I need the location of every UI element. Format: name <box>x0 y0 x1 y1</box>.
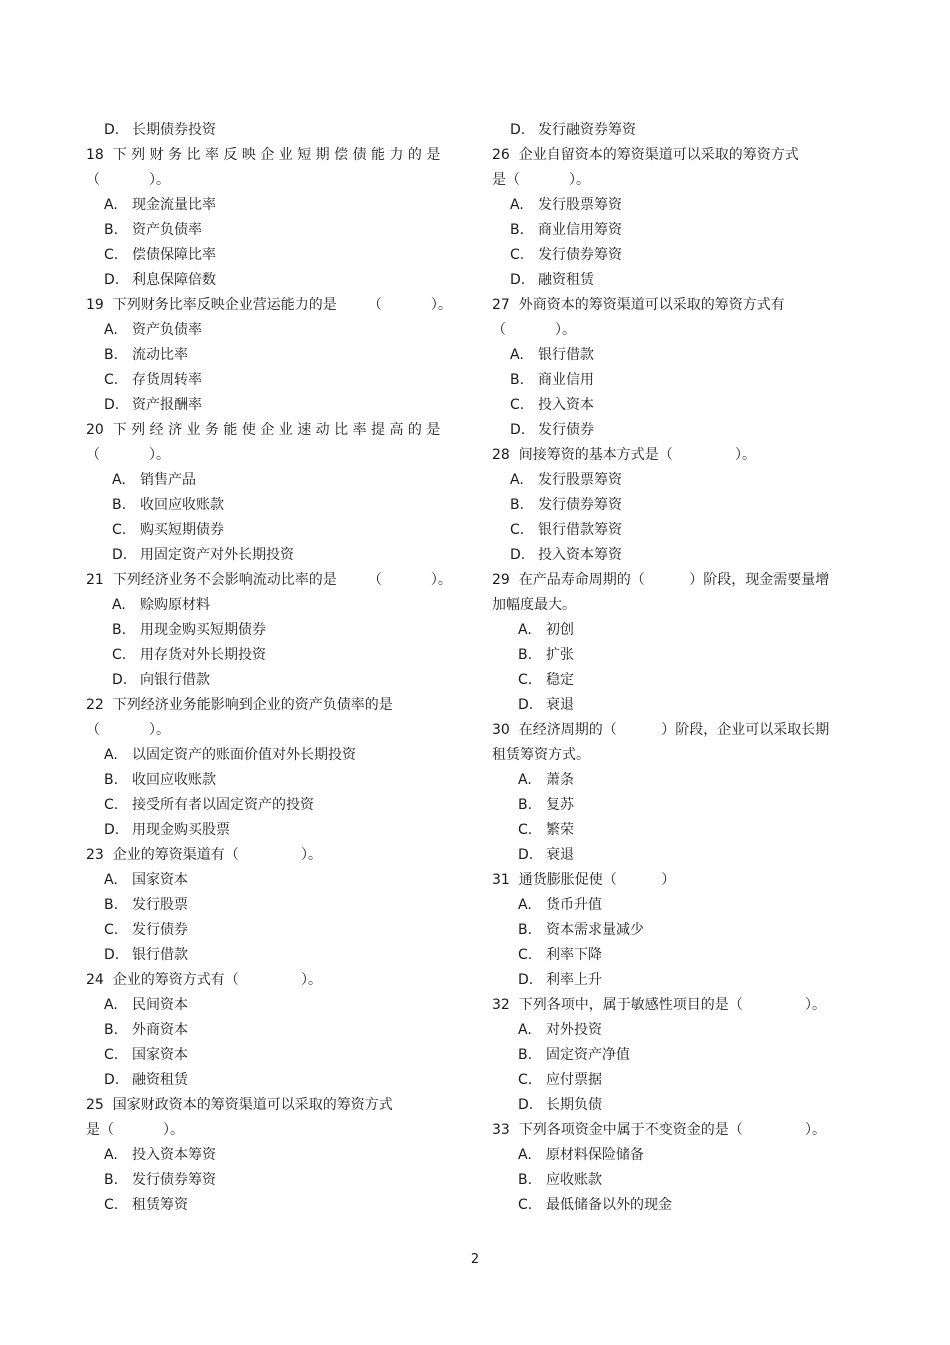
answer-option <box>492 893 864 918</box>
option-letter: D. <box>510 547 526 563</box>
question-text: 29 在产品寿命周期的（ ）阶段，现金需要量增 <box>492 572 830 588</box>
answer-option <box>86 1193 458 1218</box>
option-text: 衰退 <box>546 697 574 713</box>
answer-option <box>492 268 864 293</box>
answer-option <box>492 343 864 368</box>
option-text: 收回应收账款 <box>140 497 224 513</box>
option-text: 衰退 <box>546 847 574 863</box>
option-letter: B. <box>518 1047 533 1063</box>
answer-option <box>492 118 864 143</box>
answer-option <box>86 243 458 268</box>
answer-option <box>86 268 458 293</box>
answer-option <box>492 943 864 968</box>
option-text: 接受所有者以固定资产的投资 <box>132 797 314 813</box>
answer-option <box>86 493 458 518</box>
question-block <box>86 568 458 693</box>
option-letter: B. <box>104 1022 119 1038</box>
question-block <box>492 718 864 868</box>
option-text: 利息保障倍数 <box>132 272 216 288</box>
option-text: 用现金购买短期债券 <box>140 622 266 638</box>
option-letter: A. <box>518 622 532 638</box>
option-text: 发行债券筹资 <box>132 1172 216 1188</box>
option-letter: A. <box>104 1147 118 1163</box>
answer-option <box>492 693 864 718</box>
option-text: 银行借款 <box>538 347 594 363</box>
question-block <box>492 118 864 143</box>
option-list <box>492 118 864 143</box>
answer-option <box>86 1018 458 1043</box>
option-letter: B. <box>518 797 533 813</box>
question-text: 23 企业的筹资渠道有（ ）。 <box>86 847 323 863</box>
question-text: 21 下列经济业务不会影响流动比率的是 （ ）。 <box>86 572 452 588</box>
answer-option <box>86 818 458 843</box>
option-text: 对外投资 <box>546 1022 602 1038</box>
option-letter: A. <box>112 597 126 613</box>
question-text: 25 国家财政资本的筹资渠道可以采取的筹资方式 <box>86 1097 393 1113</box>
option-list <box>492 1018 864 1118</box>
option-letter: C. <box>104 797 119 813</box>
option-letter: C. <box>510 522 525 538</box>
question-block <box>86 843 458 968</box>
option-letter: D. <box>518 1097 534 1113</box>
option-list <box>492 193 864 293</box>
answer-option <box>492 468 864 493</box>
answer-option <box>492 618 864 643</box>
option-text: 偿债保障比率 <box>132 247 216 263</box>
question-text: 20 下 列 经 济 业 务 能 使 企 业 速 动 比 率 提 高 的 是 <box>86 422 441 438</box>
option-text: 收回应收账款 <box>132 772 216 788</box>
question-text: 30 在经济周期的（ ）阶段，企业可以采取长期 <box>492 722 830 738</box>
option-text: 流动比率 <box>132 347 188 363</box>
option-text: 资产负债率 <box>132 322 202 338</box>
option-text: 以固定资产的账面价值对外长期投资 <box>132 747 356 763</box>
option-text: 应付票据 <box>546 1072 602 1088</box>
option-text: 销售产品 <box>140 472 196 488</box>
option-text: 固定资产净值 <box>546 1047 630 1063</box>
answer-option <box>86 993 458 1018</box>
question-text: 28 间接筹资的基本方式是（ ）。 <box>492 447 757 463</box>
option-letter: A. <box>510 472 524 488</box>
answer-option <box>86 1168 458 1193</box>
answer-option <box>86 193 458 218</box>
option-letter: C. <box>518 1197 533 1213</box>
option-list <box>492 1143 864 1218</box>
option-text: 向银行借款 <box>140 672 210 688</box>
option-letter: B. <box>518 1172 533 1188</box>
answer-option <box>492 793 864 818</box>
option-letter: B. <box>104 347 119 363</box>
answer-option <box>492 543 864 568</box>
option-text: 商业信用筹资 <box>538 222 622 238</box>
option-text: 发行债券 <box>132 922 188 938</box>
option-text: 购买短期债券 <box>140 522 224 538</box>
page-number: 2 <box>470 1252 480 1267</box>
option-text: 原材料保险储备 <box>546 1147 644 1163</box>
question-block <box>86 1093 458 1218</box>
option-letter: D. <box>104 822 120 838</box>
option-text: 最低储备以外的现金 <box>546 1197 672 1213</box>
option-text: 发行债券 <box>538 422 594 438</box>
option-letter: D. <box>112 672 128 688</box>
option-letter: D. <box>510 272 526 288</box>
answer-option <box>86 768 458 793</box>
answer-option <box>492 918 864 943</box>
option-letter: A. <box>518 1147 532 1163</box>
option-letter: C. <box>104 922 119 938</box>
question-text: 24 企业的筹资方式有（ ）。 <box>86 972 323 988</box>
option-letter: B. <box>112 497 127 513</box>
option-list <box>86 1143 458 1218</box>
option-letter: A. <box>510 347 524 363</box>
option-text: 扩张 <box>546 647 574 663</box>
option-letter: A. <box>518 897 532 913</box>
option-text: 萧条 <box>546 772 574 788</box>
option-text: 发行债券筹资 <box>538 497 622 513</box>
question-block <box>492 868 864 993</box>
right-column <box>492 118 864 1218</box>
option-text: 赊购原材料 <box>140 597 210 613</box>
option-letter: C. <box>518 947 533 963</box>
option-text: 银行借款筹资 <box>538 522 622 538</box>
question-block <box>86 118 458 143</box>
option-text: 现金流量比率 <box>132 197 216 213</box>
answer-option <box>492 193 864 218</box>
answer-option <box>86 543 458 568</box>
option-letter: B. <box>518 647 533 663</box>
option-list <box>86 593 458 693</box>
option-letter: B. <box>510 372 525 388</box>
option-text: 货币升值 <box>546 897 602 913</box>
option-list <box>86 318 458 418</box>
option-text: 投入资本筹资 <box>132 1147 216 1163</box>
answer-option <box>86 218 458 243</box>
question-block <box>492 443 864 568</box>
option-text: 资产负债率 <box>132 222 202 238</box>
option-letter: C. <box>112 647 127 663</box>
option-text: 商业信用 <box>538 372 594 388</box>
option-text: 用现金购买股票 <box>132 822 230 838</box>
question-text: 加幅度最大。 <box>492 597 576 613</box>
answer-option <box>492 518 864 543</box>
answer-option <box>86 118 458 143</box>
option-text: 长期债券投资 <box>132 122 216 138</box>
answer-option <box>86 918 458 943</box>
option-letter: B. <box>112 622 127 638</box>
question-block <box>492 143 864 293</box>
question-text: 22 下列经济业务能影响到企业的资产负债率的是 <box>86 697 393 713</box>
answer-option <box>492 418 864 443</box>
option-text: 融资租赁 <box>538 272 594 288</box>
option-text: 国家资本 <box>132 1047 188 1063</box>
question-block <box>492 568 864 718</box>
option-letter: B. <box>510 497 525 513</box>
answer-option <box>86 868 458 893</box>
option-text: 初创 <box>546 622 574 638</box>
option-list <box>86 743 458 843</box>
option-text: 发行融资券筹资 <box>538 122 636 138</box>
option-letter: D. <box>104 122 120 138</box>
answer-option <box>86 668 458 693</box>
option-text: 用存货对外长期投资 <box>140 647 266 663</box>
answer-option <box>86 593 458 618</box>
option-letter: A. <box>112 472 126 488</box>
question-text: 33 下列各项资金中属于不变资金的是（ ）。 <box>492 1122 827 1138</box>
option-letter: D. <box>510 122 526 138</box>
option-letter: B. <box>104 772 119 788</box>
answer-option <box>86 643 458 668</box>
question-text: 18 下 列 财 务 比 率 反 映 企 业 短 期 偿 债 能 力 的 是 <box>86 147 441 163</box>
option-text: 复苏 <box>546 797 574 813</box>
option-text: 利率上升 <box>546 972 602 988</box>
option-text: 稳定 <box>546 672 574 688</box>
answer-option <box>492 393 864 418</box>
option-text: 国家资本 <box>132 872 188 888</box>
option-text: 外商资本 <box>132 1022 188 1038</box>
option-list <box>86 993 458 1093</box>
answer-option <box>86 1143 458 1168</box>
option-letter: C. <box>518 672 533 688</box>
option-text: 发行股票筹资 <box>538 197 622 213</box>
answer-option <box>492 843 864 868</box>
question-block <box>86 693 458 843</box>
answer-option <box>492 1093 864 1118</box>
answer-option <box>492 1193 864 1218</box>
question-text: 是（ ）。 <box>492 172 590 188</box>
option-letter: A. <box>104 872 118 888</box>
option-list <box>86 193 458 293</box>
option-letter: A. <box>518 1022 532 1038</box>
option-list <box>492 343 864 443</box>
question-text: 27 外商资本的筹资渠道可以采取的筹资方式有 <box>492 297 785 313</box>
option-letter: B. <box>104 897 119 913</box>
answer-option <box>492 1168 864 1193</box>
question-block <box>86 143 458 293</box>
answer-option <box>492 1018 864 1043</box>
option-list <box>86 118 458 143</box>
option-letter: D. <box>518 972 534 988</box>
question-text: （ ）。 <box>86 722 170 738</box>
answer-option <box>86 1068 458 1093</box>
option-list <box>492 468 864 568</box>
answer-option <box>492 968 864 993</box>
option-letter: D. <box>104 397 120 413</box>
question-text: （ ）。 <box>86 172 170 188</box>
option-letter: D. <box>112 547 128 563</box>
option-text: 投入资本筹资 <box>538 547 622 563</box>
option-letter: C. <box>104 1047 119 1063</box>
answer-option <box>86 893 458 918</box>
option-letter: C. <box>518 1072 533 1088</box>
question-text: 租赁筹资方式。 <box>492 747 590 763</box>
answer-option <box>492 668 864 693</box>
answer-option <box>86 318 458 343</box>
left-column <box>86 118 458 1218</box>
option-text: 存货周转率 <box>132 372 202 388</box>
question-text: 32 下列各项中，属于敏感性项目的是（ ）。 <box>492 997 827 1013</box>
option-letter: C. <box>112 522 127 538</box>
option-letter: A. <box>104 997 118 1013</box>
answer-option <box>492 368 864 393</box>
option-text: 长期负债 <box>546 1097 602 1113</box>
option-text: 繁荣 <box>546 822 574 838</box>
answer-option <box>86 518 458 543</box>
option-letter: A. <box>104 747 118 763</box>
option-text: 融资租赁 <box>132 1072 188 1088</box>
answer-option <box>492 218 864 243</box>
option-text: 投入资本 <box>538 397 594 413</box>
question-text: 19 下列财务比率反映企业营运能力的是 （ ）。 <box>86 297 452 313</box>
option-letter: B. <box>104 222 119 238</box>
answer-option <box>492 1068 864 1093</box>
question-block <box>86 968 458 1093</box>
question-text: （ ）。 <box>86 447 170 463</box>
answer-option <box>86 793 458 818</box>
option-letter: B. <box>104 1172 119 1188</box>
option-letter: A. <box>518 772 532 788</box>
answer-option <box>492 493 864 518</box>
option-list <box>86 868 458 968</box>
question-text: 26 企业自留资本的筹资渠道可以采取的筹资方式 <box>492 147 799 163</box>
option-letter: D. <box>104 947 120 963</box>
option-letter: D. <box>104 1072 120 1088</box>
option-letter: B. <box>510 222 525 238</box>
question-text: （ ）。 <box>492 322 576 338</box>
answer-option <box>492 1143 864 1168</box>
answer-option <box>86 468 458 493</box>
option-letter: C. <box>104 247 119 263</box>
option-text: 租赁筹资 <box>132 1197 188 1213</box>
question-text: 31 通货膨胀促使（ ） <box>492 872 676 888</box>
option-letter: C. <box>510 247 525 263</box>
option-text: 发行股票 <box>132 897 188 913</box>
option-letter: C. <box>510 397 525 413</box>
option-text: 发行股票筹资 <box>538 472 622 488</box>
option-text: 发行债券筹资 <box>538 247 622 263</box>
answer-option <box>492 643 864 668</box>
option-text: 资产报酬率 <box>132 397 202 413</box>
option-text: 民间资本 <box>132 997 188 1013</box>
option-text: 应收账款 <box>546 1172 602 1188</box>
option-letter: D. <box>518 847 534 863</box>
option-text: 利率下降 <box>546 947 602 963</box>
question-block <box>492 293 864 443</box>
option-letter: D. <box>510 422 526 438</box>
answer-option <box>86 343 458 368</box>
answer-option <box>492 1043 864 1068</box>
question-block <box>492 993 864 1118</box>
option-text: 资本需求量减少 <box>546 922 644 938</box>
answer-option <box>86 368 458 393</box>
question-text: 是（ ）。 <box>86 1122 184 1138</box>
option-letter: A. <box>104 322 118 338</box>
option-letter: D. <box>518 697 534 713</box>
option-letter: C. <box>518 822 533 838</box>
answer-option <box>492 818 864 843</box>
option-letter: A. <box>510 197 524 213</box>
question-block <box>86 418 458 568</box>
option-letter: C. <box>104 372 119 388</box>
option-list <box>492 893 864 993</box>
answer-option <box>492 243 864 268</box>
option-list <box>492 768 864 868</box>
answer-option <box>86 743 458 768</box>
answer-option <box>86 1043 458 1068</box>
answer-option <box>86 943 458 968</box>
question-block <box>492 1118 864 1218</box>
option-letter: C. <box>104 1197 119 1213</box>
option-text: 用固定资产对外长期投资 <box>140 547 294 563</box>
option-list <box>492 618 864 718</box>
option-list <box>86 468 458 568</box>
answer-option <box>492 768 864 793</box>
option-text: 银行借款 <box>132 947 188 963</box>
option-letter: A. <box>104 197 118 213</box>
answer-option <box>86 618 458 643</box>
question-block <box>86 293 458 418</box>
option-letter: B. <box>518 922 533 938</box>
answer-option <box>86 393 458 418</box>
option-letter: D. <box>104 272 120 288</box>
